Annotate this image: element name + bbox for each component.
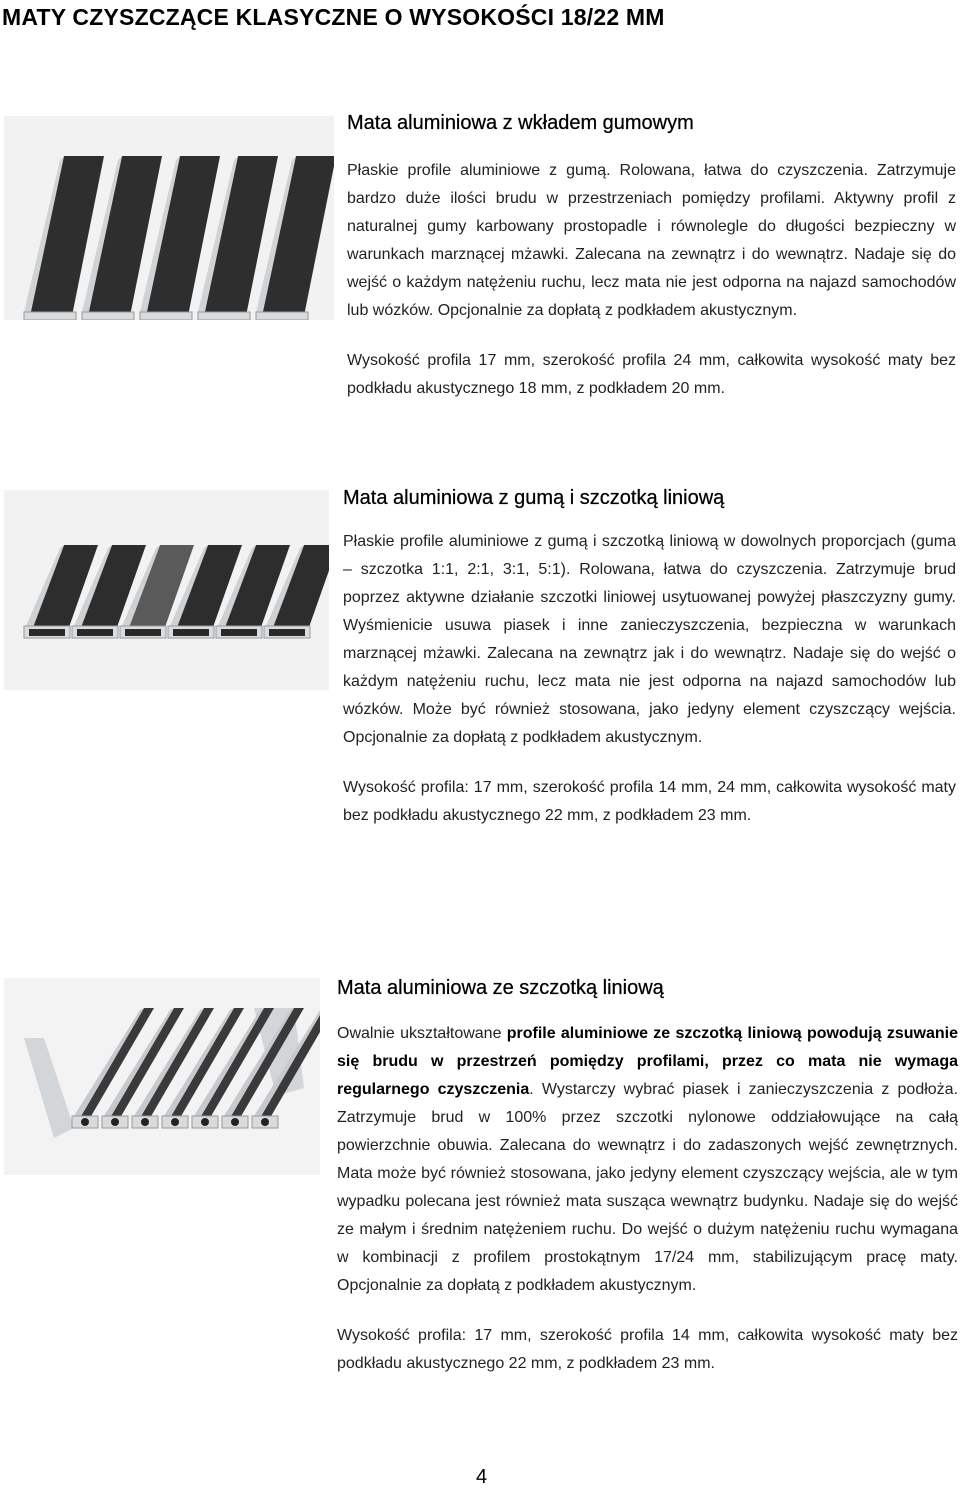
section-3-description: [337, 1020, 958, 1300]
product-photo-rubber-brush: [4, 490, 329, 690]
profile-opening: [173, 629, 209, 636]
section-1-description: Płaskie profile aluminiowe z gumą. Rolowana, łatwa do czyszczenia. Zatrzymuje bardzo duże ilości brudu w przestrzeniach pomiędzy profilami. Aktywny profil z naturalnej gumy karbowany prostopadle i równolegle do długości bezpieczny w warunkach marznącej mżawki. Zalecana na zewnątrz i do wewnątrz. Nadaje się do wejść o każdym natężeniu ruchu, lecz mata nie jest odporna na najazd samochodów lub wózków. Opcjonalnie za dopłatą z podkładem akustycznym.: [347, 162, 956, 319]
brush-insert: [81, 1118, 89, 1126]
section-3-specs: Wysokość profila: 17 mm, szerokość profila 14 mm, całkowita wysokość maty bez podkładu akustycznego 22 mm, z podkładem 23 mm.: [337, 1327, 958, 1372]
section-3-intro-bold: profile aluminiowe ze szczotką liniową powodują zsuwanie się brudu w przestrzeń pomiędzy profilami, przez co mata nie wymaga regularnego czyszczenia: [337, 1025, 959, 1098]
profile-opening: [77, 629, 113, 636]
brush-insert: [111, 1118, 119, 1126]
profile-end-cap: [256, 312, 308, 320]
product-photo-brush: [4, 978, 320, 1175]
profile-opening: [125, 629, 161, 636]
aluminium-mat-brush-photo: [4, 978, 320, 1175]
product-photo-rubber: [4, 116, 334, 320]
profile-opening: [269, 629, 305, 636]
section-1-text: [347, 112, 956, 403]
section-2-text: [343, 487, 956, 830]
section-3-description-body: przez szczotki nylonowe oddziałowujące na całą powierzchnie obuwia. Zalecana do wewnątrz i do zadaszonych wejść zewnętrznych. Mata może być również stosowana, jako jedyny element czyszczący wejścia, ale w tym wypadku polecana jest również mata susząca wewnątrz budynku. Nadaje się do wejść ze małym i średnim natężeniem ruchu. Do wejść o dużym natężeniu ruchu wymagana w kombinacji z profilem prostokątnym 17/24 mm, stabilizującym pracę maty. Opcjonalnie za dopłatą z podkładem akustycznym.: [337, 1109, 958, 1294]
section-2-description: Płaskie profile aluminiowe z gumą i szczotką liniową w dowolnych proporcjach (guma – szczotka 1:1, 2:1, 3:1, 5:1). Rolowana, łatwa do czyszczenia. Zatrzymuje brud poprzez aktywne działanie szczotki liniowej usytuowanej powyżej płaszczyzny gumy. Wyśmienicie usuwa piasek i inne zanieczyszczenia, bezpieczna w warunkach marznącej mżawki. Zalecana na zewnątrz jak i do wewnątrz. Nadaje się do wejść o każdym natężeniu ruchu, lecz mata nie jest odporna na najazd samochodów lub wózków. Może być również stosowana, jako jedyny element czyszczący wejścia. Opcjonalnie za dopłatą z podkładem akustycznym.: [343, 533, 956, 746]
brush-insert: [201, 1118, 209, 1126]
brush-insert: [141, 1118, 149, 1126]
section-1-specs: Wysokość profila 17 mm, szerokość profila 24 mm, całkowita wysokość maty bez podkładu akustycznego 18 mm, z podkładem 20 mm.: [347, 352, 956, 397]
section-3-intro-tail: . Wystarczy wybrać piasek i zanieczyszczenia z podłoża. Zatrzymuje brud w 100%: [337, 1081, 959, 1126]
profile-end-cap: [198, 312, 250, 320]
page-title: MATY CZYSZCZĄCE KLASYCZNE O WYSOKOŚCI 18/22 MM: [2, 4, 665, 30]
brush-insert: [171, 1118, 179, 1126]
profile-end-cap: [140, 312, 192, 320]
brush-insert: [261, 1118, 269, 1126]
brush-insert: [231, 1118, 239, 1126]
profile-opening: [29, 629, 65, 636]
profile-end-cap: [82, 312, 134, 320]
section-1-title: Mata aluminiowa z wkładem gumowym: [347, 112, 694, 134]
aluminium-mat-rubber-brush-photo: [4, 490, 329, 690]
section-3-title: Mata aluminiowa ze szczotką liniową: [337, 977, 664, 999]
profile-end-cap: [24, 312, 76, 320]
page-number: 4: [476, 1466, 488, 1488]
aluminium-mat-rubber-insert-photo: [4, 116, 334, 320]
section-3-intro-lead: Owalnie ukształtowane: [337, 1025, 507, 1042]
profile-opening: [221, 629, 257, 636]
section-3-text: [337, 977, 958, 1378]
section-2-title: Mata aluminiowa z gumą i szczotką liniową: [343, 487, 725, 509]
section-2-specs: Wysokość profila: 17 mm, szerokość profila 14 mm, 24 mm, całkowita wysokość maty bez podkładu akustycznego 22 mm, z podkładem 23 mm.: [343, 779, 956, 824]
